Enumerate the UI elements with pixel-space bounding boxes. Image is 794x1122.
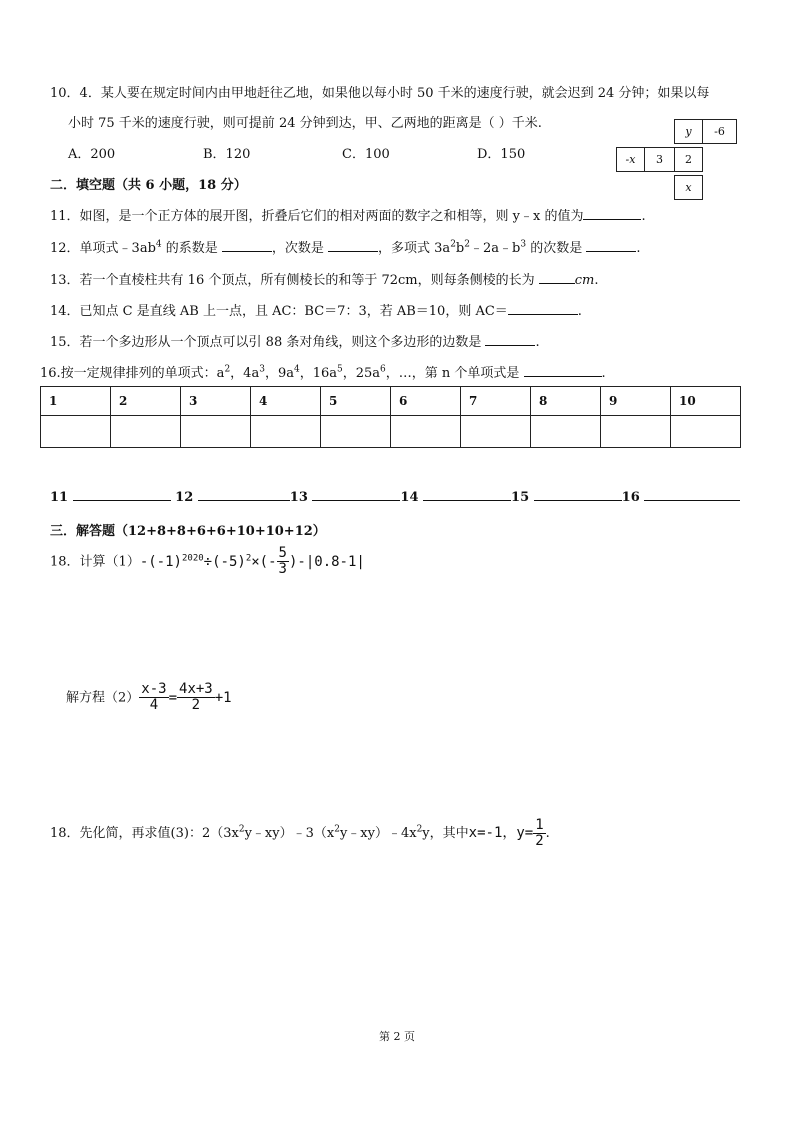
q10-option-a: A．200 [68,147,116,162]
answer-cell [321,416,391,448]
answer-header-5: 5 [321,387,391,416]
answer-cell [41,416,111,448]
q18-part1: 18．计算$(1)-(-1)^{2020}\div(-5)^2\times(-$ $\frac{5}{3}$ )-|0.8-1| [50,545,365,577]
answer-table-header-row [41,387,741,416]
q18-part2: 解方程（2） $\frac{x-3}{4}$ = $\frac{4x+3}{2}$ +1 [66,681,232,713]
q18-part3: 18．先化简，再求值(3)：$2(3x^2y﹣xy)﹣3(x^2y﹣xy)﹣4x^2y$，其中x=-1，y= $\frac{1}{2}$ . [50,817,550,849]
answer-cell [671,416,741,448]
answer-header-4: 4 [251,387,321,416]
fill-blank-16 [644,488,740,501]
q10-option-b: B．120 [203,147,251,162]
answer-cell [531,416,601,448]
answer-cell [391,416,461,448]
q10-line1: 10．4．某人要在规定时间内由甲地赶往乙地，如果他以每小时 50 千米的速度行驶，就会迟到 24 分钟；如果以每 [50,86,710,101]
cube-face-neg6: -6 [702,119,737,144]
fill-blank-13 [312,488,400,501]
answer-header-7: 7 [461,387,531,416]
fill-blank-11 [73,488,171,501]
q12-blank-2 [328,239,378,252]
answer-table [40,386,741,448]
section2-title: 二．填空题（共 6 小题，18 分） [50,178,247,193]
answer-header-2: 2 [111,387,181,416]
answer-cell [251,416,321,448]
q10-line2: 小时 75 千米的速度行驶，则可提前 24 分钟到达，甲、乙两地的距离是（ ）千米. [68,116,542,131]
q11-blank [583,207,641,220]
answer-cell [181,416,251,448]
answer-header-9: 9 [601,387,671,416]
answer-cell [111,416,181,448]
answer-header-10: 10 [671,387,741,416]
q13: 13．若一个直棱柱共有 16 个顶点，所有侧棱长的和等于 72cm，则每条侧棱的长为 cm. [50,273,599,288]
cube-face-2: 2 [674,147,703,172]
cube-face-x: x [674,175,703,200]
section3-title: 三．解答题（12+8+8+6+6+10+10+12） [50,524,326,539]
answer-header-3: 3 [181,387,251,416]
cube-face-y: y [674,119,703,144]
fill-blank-12 [198,488,290,501]
fill-blank-14 [423,488,511,501]
q12: 12．单项式$﹣3ab^4$ 的系数是 ，次数是 ，多项式 $3a^2b^2﹣2a﹣b^3$ 的次数是 . [50,239,641,256]
q16: 16.按一定规律排列的单项式：$a^2$，$4a^3$，$9a^4$，$16a^5$，$25a^6$，…，第 n 个单项式是 . [40,364,606,381]
q10-option-c: C．100 [342,147,390,162]
q15-blank [485,333,535,346]
answer-cell [461,416,531,448]
q13-blank [539,271,575,284]
answer-header-6: 6 [391,387,461,416]
q15: 15．若一个多边形从一个顶点可以引 88 条对角线，则这个多边形的边数是 . [50,335,540,350]
q14: 14．已知点 C 是直线 AB 上一点，且 AC：BC＝7：3，若 AB＝10，则 AC＝ . [50,304,582,319]
q10-option-d: D．150 [477,147,526,162]
q12-blank-1 [222,239,272,252]
fill-answer-line: 11 12 13 14 15 16 [50,488,740,505]
answer-table-blank-row [41,416,741,448]
answer-header-8: 8 [531,387,601,416]
cube-face-negx: -x [616,147,645,172]
q12-blank-3 [586,239,636,252]
cube-face-3: 3 [644,147,675,172]
page-footer: 第 2 页 [379,1030,415,1043]
q14-blank [508,302,578,315]
q11: 11．如图，是一个正方体的展开图，折叠后它们的相对两面的数字之和相等，则 y﹣x 的值为 . [50,209,646,224]
answer-header-1: 1 [41,387,111,416]
fill-blank-15 [534,488,622,501]
q16-blank [524,364,602,377]
answer-cell [601,416,671,448]
